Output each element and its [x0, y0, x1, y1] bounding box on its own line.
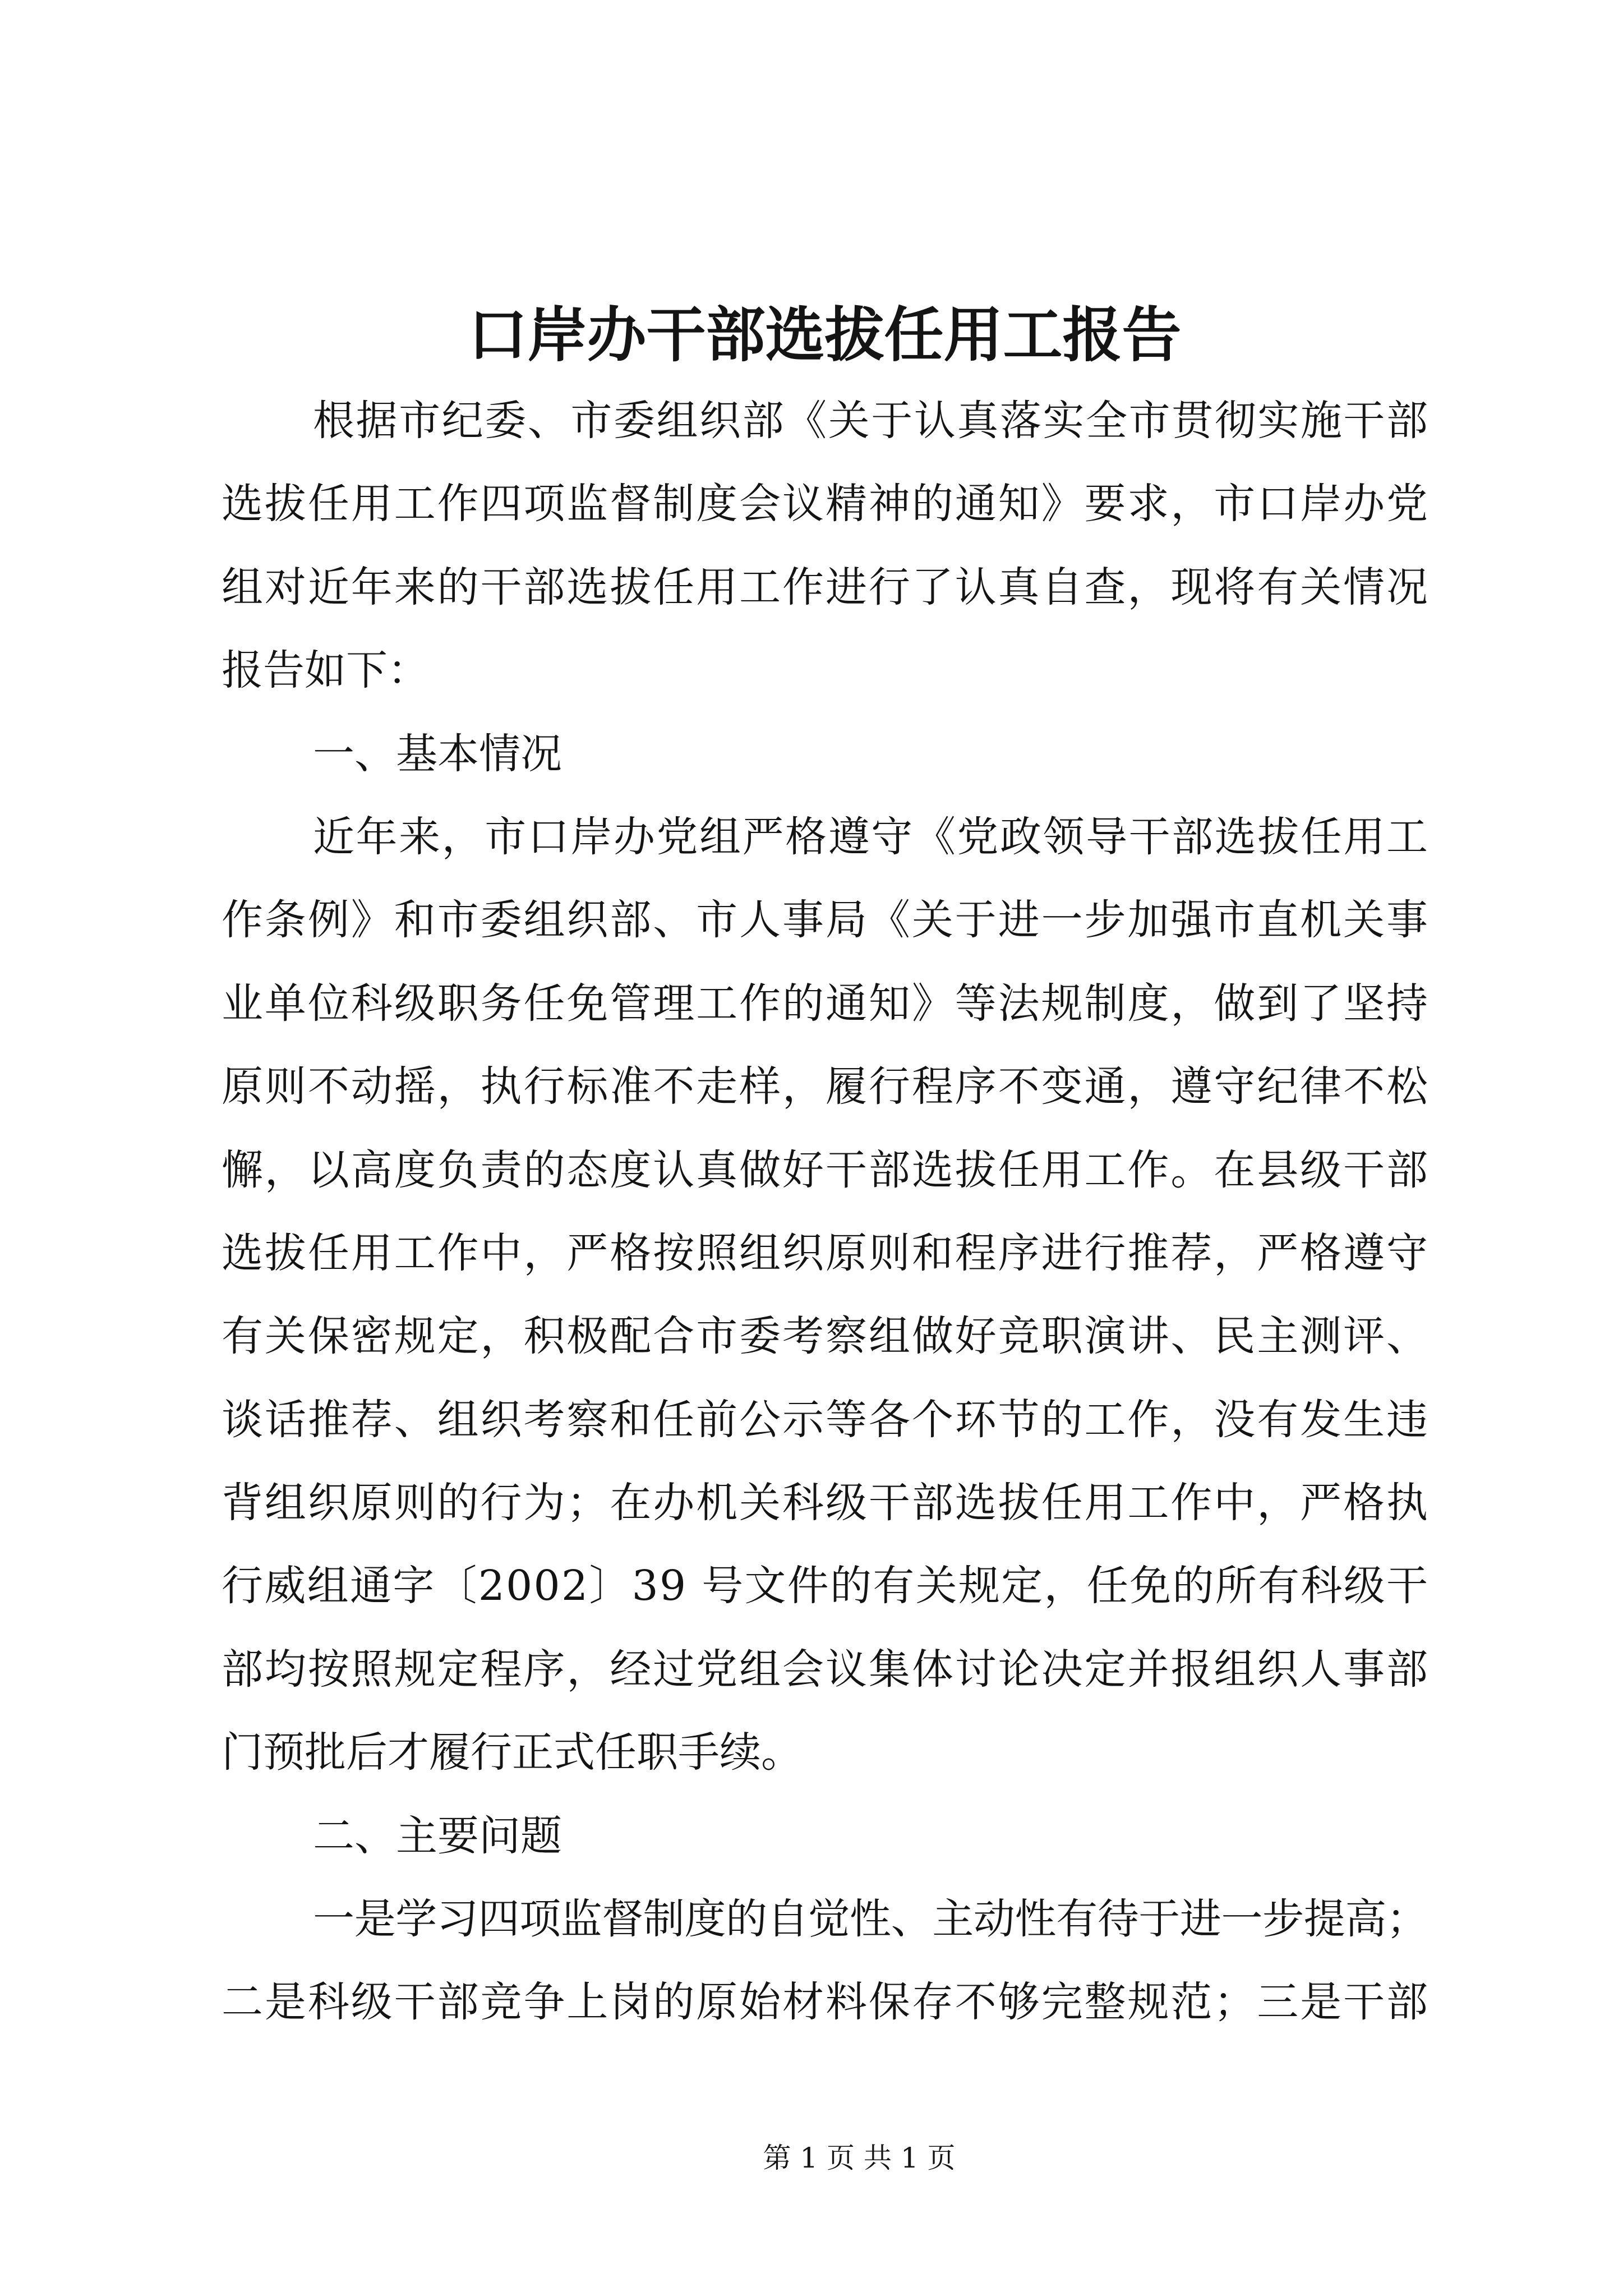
section-heading [222, 712, 1428, 795]
paragraph-line-text: 背组织原则的行为；在办机关科级干部选拔任用工作中，严格执 [222, 1479, 1430, 1527]
paragraph-line-text: 原则不动摇，执行标准不走样，履行程序不变通，遵守纪律不松 [222, 1062, 1430, 1111]
paragraph-line [222, 546, 1428, 629]
paragraph-line-text: 部均按照规定程序，经过党组会议集体讨论决定并报组织人事部 [222, 1645, 1430, 1694]
paragraph-line [222, 1461, 1428, 1544]
paragraph-line-text: 选拔任用工作四项监督制度会议精神的通知》要求，市口岸办党 [222, 480, 1430, 528]
paragraph-line-text: 组对近年来的干部选拔任用工作进行了认真自查，现将有关情况 [222, 563, 1430, 611]
paragraph-line [222, 962, 1428, 1045]
paragraph-line [222, 629, 1428, 712]
paragraph-line-text: 二是科级干部竞争上岗的原始材料保存不够完整规范；三是干部 [222, 1978, 1430, 2027]
paragraph [222, 1878, 1428, 2044]
paragraph-line-text: 作条例》和市委组织部、市人事局《关于进一步加强市直机关事 [222, 896, 1430, 945]
paragraph-line [222, 1045, 1428, 1128]
paragraph-line [222, 878, 1428, 961]
paragraph [222, 795, 1428, 1795]
paragraph-line-text: 根据市纪委、市委组织部《关于认真落实全市贯彻实施干部 [313, 397, 1430, 445]
paragraph-line [222, 1711, 1428, 1794]
paragraph-line-text: 谈话推荐、组织考察和任前公示等各个环节的工作，没有发生违 [222, 1395, 1430, 1444]
section-heading-text: 二、主要问题 [313, 1811, 562, 1860]
paragraph-line-text: 报告如下： [222, 646, 429, 695]
paragraph-line-text: 有关保密规定，积极配合市委考察组做好竞职演讲、民主测评、 [222, 1312, 1430, 1361]
paragraph-line [222, 1378, 1428, 1461]
document-title: 口岸办干部选拔任用工报告 [468, 300, 1182, 370]
section-heading-text: 一、基本情况 [313, 729, 562, 778]
paragraph-line [222, 1129, 1428, 1212]
paragraph-line [222, 1544, 1428, 1627]
paragraph-line [222, 379, 1428, 462]
paragraph-line-text: 业单位科级职务任免管理工作的通知》等法规制度，做到了坚持 [222, 979, 1430, 1028]
paragraph-line [222, 1961, 1428, 2044]
paragraph-line-text: 选拔任用工作中，严格按照组织原则和程序进行推荐，严格遵守 [222, 1228, 1430, 1277]
paragraph-line [222, 1295, 1428, 1378]
paragraph-line [222, 1212, 1428, 1295]
page-footer: 第 1 页 共 1 页 [763, 2142, 956, 2174]
paragraph-line-text: 门预批后才履行正式任职手续。 [222, 1728, 803, 1777]
paragraph-line [222, 1628, 1428, 1711]
paragraph-line-text: 近年来，市口岸办党组严格遵守《党政领导干部选拔任用工 [313, 812, 1430, 861]
paragraph-line [222, 462, 1428, 545]
document-body [222, 379, 1428, 2044]
paragraph-line-text: 行威组通字〔2002〕39 号文件的有关规定，任免的所有科级干 [222, 1562, 1430, 1611]
paragraph [222, 379, 1428, 712]
paragraph-line-text: 一是学习四项监督制度的自觉性、主动性有待于进一步提高； [313, 1895, 1428, 1944]
paragraph-line [222, 1878, 1428, 1961]
section-heading [222, 1795, 1428, 1878]
paragraph-line-text: 懈，以高度负责的态度认真做好干部选拔任用工作。在县级干部 [222, 1145, 1430, 1194]
paragraph-line [222, 795, 1428, 878]
